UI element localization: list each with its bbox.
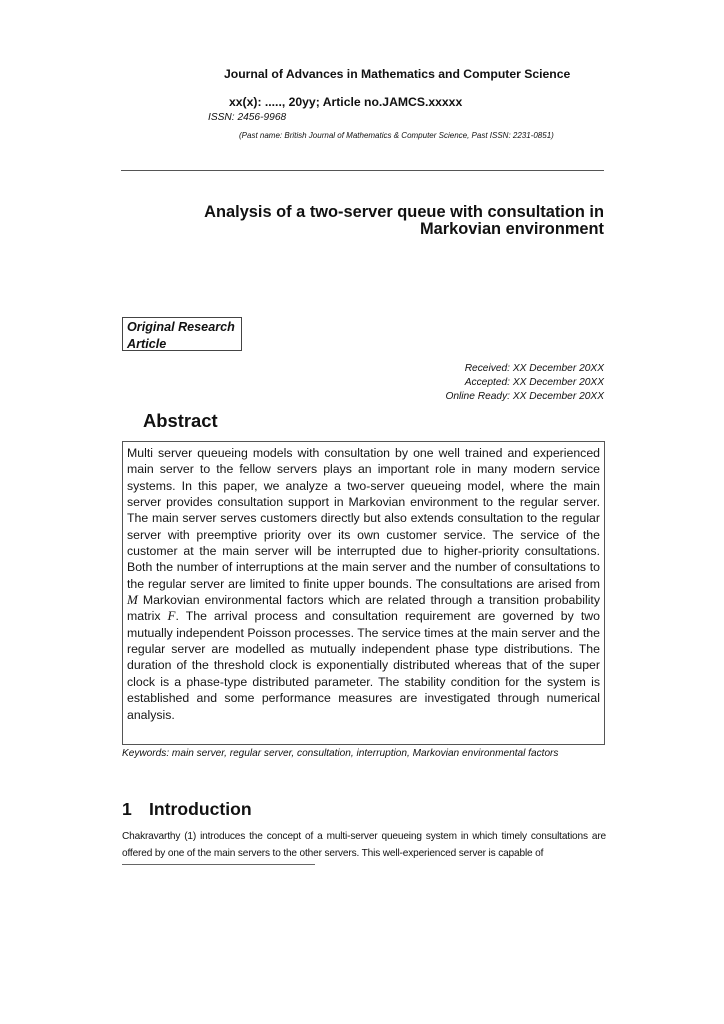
paper-title-line-2: Markovian environment	[420, 220, 604, 238]
introduction-paragraph: Chakravarthy (1) introduces the concept of a multi-server queueing system in which timely consultations are offered by one of the main servers to the other servers. This well-experienced server is capable of	[122, 831, 606, 859]
received-date: Received: XX December 20XX	[464, 363, 604, 374]
abstract-text-1: Multi server queueing models with consultation by one well trained and experienced main server to the fellow servers plays an important role in many modern service systems. In this paper, we analyze a two-server queueing model, where the main server provides consultation support in Markovian environment to the regular server. The main server serves customers directly but also extends consultation to the regular server with preemptive priority over its own customer service. The service of the customer at the main server will be interrupted due to higher-priority consultations. Both the number of interruptions at the main server and the number of consultations to the regular server are limited to finite upper bounds. The consultations are arised from	[127, 446, 600, 591]
issue-line: xx(x): ....., 20yy; Article no.JAMCS.xxxxx	[229, 95, 463, 109]
math-symbol-m: M	[127, 592, 138, 608]
math-symbol-f: F	[167, 608, 176, 624]
abstract-heading: Abstract	[143, 410, 218, 431]
issn: ISSN: 2456-9968	[208, 112, 287, 123]
abstract-text-3: . The arrival process and consultation requirement are governed by two mutually independent Poisson processes. The service times at the main server and the regular server are modelled as mutually independent phase type distributions. The duration of the threshold clock is exponentially distributed whereas that of the super clock is a phase-type distributed parameter. The stability condition for the system is established and some performance measures are investigated through numerical analysis.	[127, 609, 600, 722]
paper-title-line-1: Analysis of a two-server queue with consultation in	[204, 203, 604, 221]
abstract-body	[122, 441, 605, 745]
section-number: 1	[122, 799, 132, 819]
online-ready-date: Online Ready: XX December 20XX	[445, 390, 604, 402]
keywords: Keywords: main server, regular server, consultation, interruption, Markovian environmental factors	[122, 748, 559, 759]
header-divider	[121, 170, 604, 171]
past-name-note: (Past name: British Journal of Mathematics & Computer Science, Past ISSN: 2231-0851)	[239, 131, 554, 140]
article-type-line-2: Article	[127, 336, 167, 351]
publication-dates	[300, 362, 604, 403]
abstract-text-2: Markovian environmental factors which are related through a transition probability matrix	[127, 593, 600, 624]
article-type-line-1: Original Research	[127, 320, 235, 334]
section-heading-introduction	[122, 799, 252, 820]
section-title: Introduction	[149, 799, 252, 819]
journal-title: Journal of Advances in Mathematics and Computer Science	[224, 67, 571, 81]
footnote-divider	[122, 864, 315, 865]
article-type-box	[122, 317, 242, 351]
paper-title	[121, 204, 604, 238]
accepted-date: Accepted: XX December 20XX	[464, 376, 604, 388]
